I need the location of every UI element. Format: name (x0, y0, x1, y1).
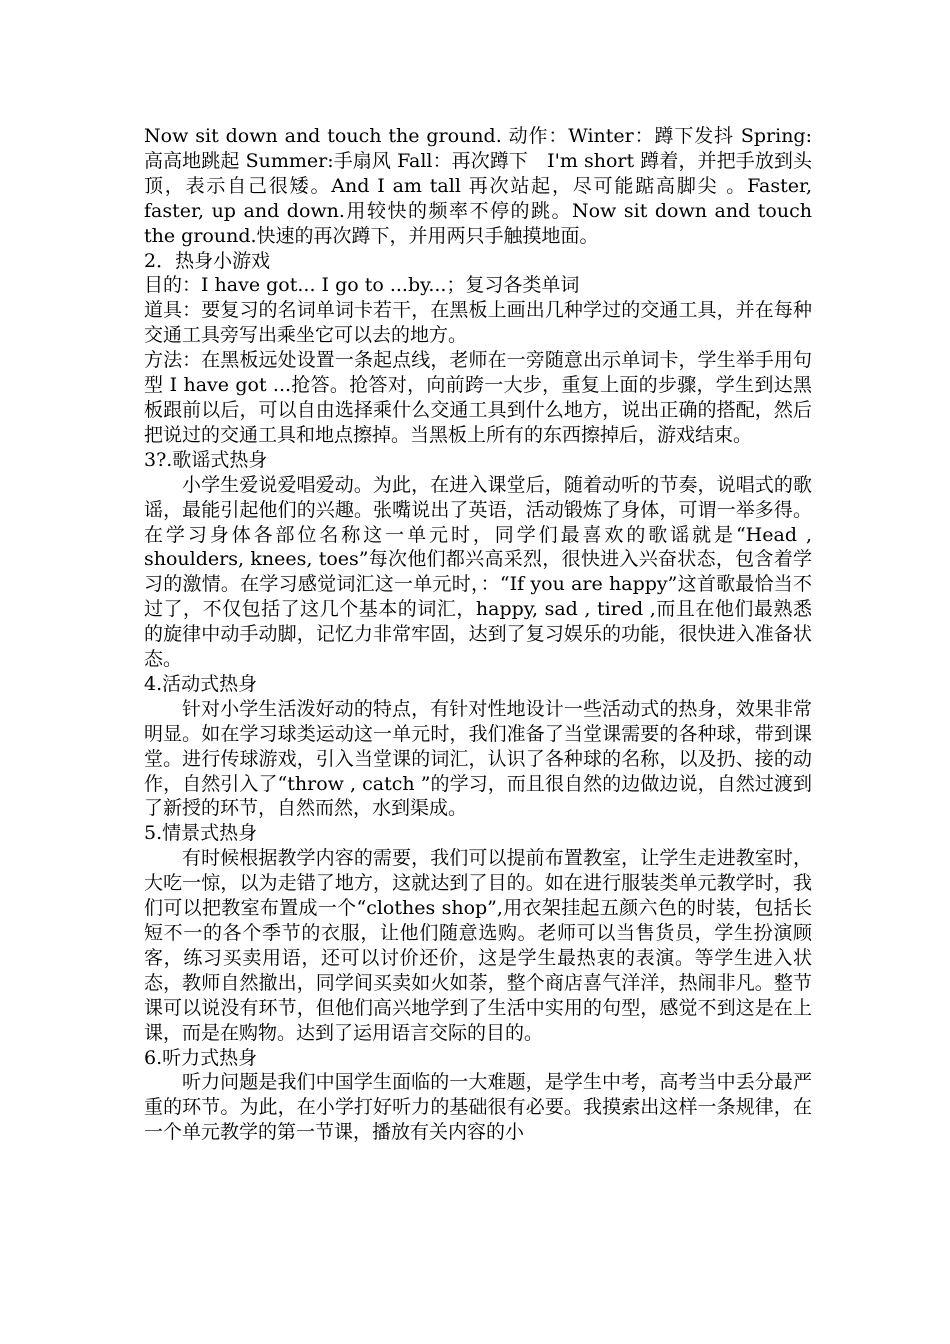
document-body (144, 124, 812, 1145)
heading-listening-warmup: 6.听力式热身 (144, 1046, 258, 1069)
paragraph-method: 方法：在黑板远处设置一条起点线，老师在一旁随意出示单词卡，学生举手用句型 I have got ...抢答。抢答对，向前跨一大步，重复上面的步骤，学生到达黑板跟前以后，可以自由选择乘什么交通工具到什么地方，说出正确的搭配，然后把说过的交通工具和地点擦掉。当黑板上所有的东西擦掉后，游戏结束。 (144, 349, 812, 446)
paragraph-actions: Now sit down and touch the ground. 动作：Winter：蹲下发抖 Spring:高高地跳起 Summer:手扇风 Fall：再次蹲下 I'm short 蹲着，并把手放到头顶，表示自己很矮。And I am tall 再次站起，尽可能踮高脚尖 。Faster, faster, up and down.用较快的频率不停的跳。Now sit down and touch the ground.快速的再次蹲下，并用两只手触摸地面。 (144, 125, 812, 247)
heading-chant-warmup: 3?.歌谣式热身 (144, 448, 268, 471)
heading-scenario-warmup: 5.情景式热身 (144, 822, 258, 845)
heading-activity-warmup: 4.活动式热身 (144, 672, 258, 695)
paragraph-listening: 听力问题是我们中国学生面临的一大难题，是学生中考，高考当中丢分最严重的环节。为此，在小学打好听力的基础很有必要。我摸索出这样一条规律，在一个单元教学的第一节课，播放有关内容的小 (144, 1071, 812, 1144)
heading-warmup-game: 2．热身小游戏 (144, 249, 271, 272)
paragraph-scenario: 有时候根据教学内容的需要，我们可以提前布置教室，让学生走进教室时，大吃一惊，以为走错了地方，这就达到了目的。如在进行服装类单元教学时，我们可以把教室布置成一个“clothes shop”,用衣架挂起五颜六色的时装，包括长短不一的各个季节的衣服，让他们随意选购。老师可以当售货员，学生扮演顾客，练习买卖用语，还可以讨价还价，这是学生最热衷的表演。等学生进入状态，教师自然撤出，同学间买卖如火如荼，整个商店喜气洋洋，热闹非凡。整节课可以说没有环节，但他们高兴地学到了生活中实用的句型，感觉不到这是在上课，而是在购物。达到了运用语言交际的目的。 (144, 847, 812, 1044)
paragraph-purpose: 目的：I have got... I go to ...by...；复习各类单词 (144, 274, 580, 297)
paragraph-chant: 小学生爱说爱唱爱动。为此，在进入课堂后，随着动听的节奏，说唱式的歌谣，最能引起他们的兴趣。张嘴说出了英语，活动锻炼了身体，可谓一举多得。在学习身体各部位名称这一单元时，同学们最喜欢的歌谣就是“Head , shoulders, knees, toes”每次他们都兴高采烈，很快进入兴奋状态，包含着学习的激情。在学习感觉词汇这一单元时，：“If you are happy”这首歌最恰当不过了，不仅包括了这几个基本的词汇，happy, sad , tired ,而且在他们最熟悉的旋律中动手动脚，记忆力非常牢固，达到了复习娱乐的功能，很快进入准备状态。 (144, 473, 812, 671)
paragraph-props: 道具：要复习的名词单词卡若干，在黑板上画出几种学过的交通工具，并在每种交通工具旁写出乘坐它可以去的地方。 (144, 299, 812, 347)
paragraph-activity: 针对小学生活泼好动的特点，有针对性地设计一些活动式的热身，效果非常明显。如在学习球类运动这一单元时，我们准备了当堂课需要的各种球，带到课堂。进行传球游戏，引入当堂课的词汇，认识了各种球的名称，以及扔、接的动作，自然引入了“throw , catch ”的学习，而且很自然的边做边说，自然过渡到了新授的环节，自然而然，水到渠成。 (144, 697, 812, 820)
